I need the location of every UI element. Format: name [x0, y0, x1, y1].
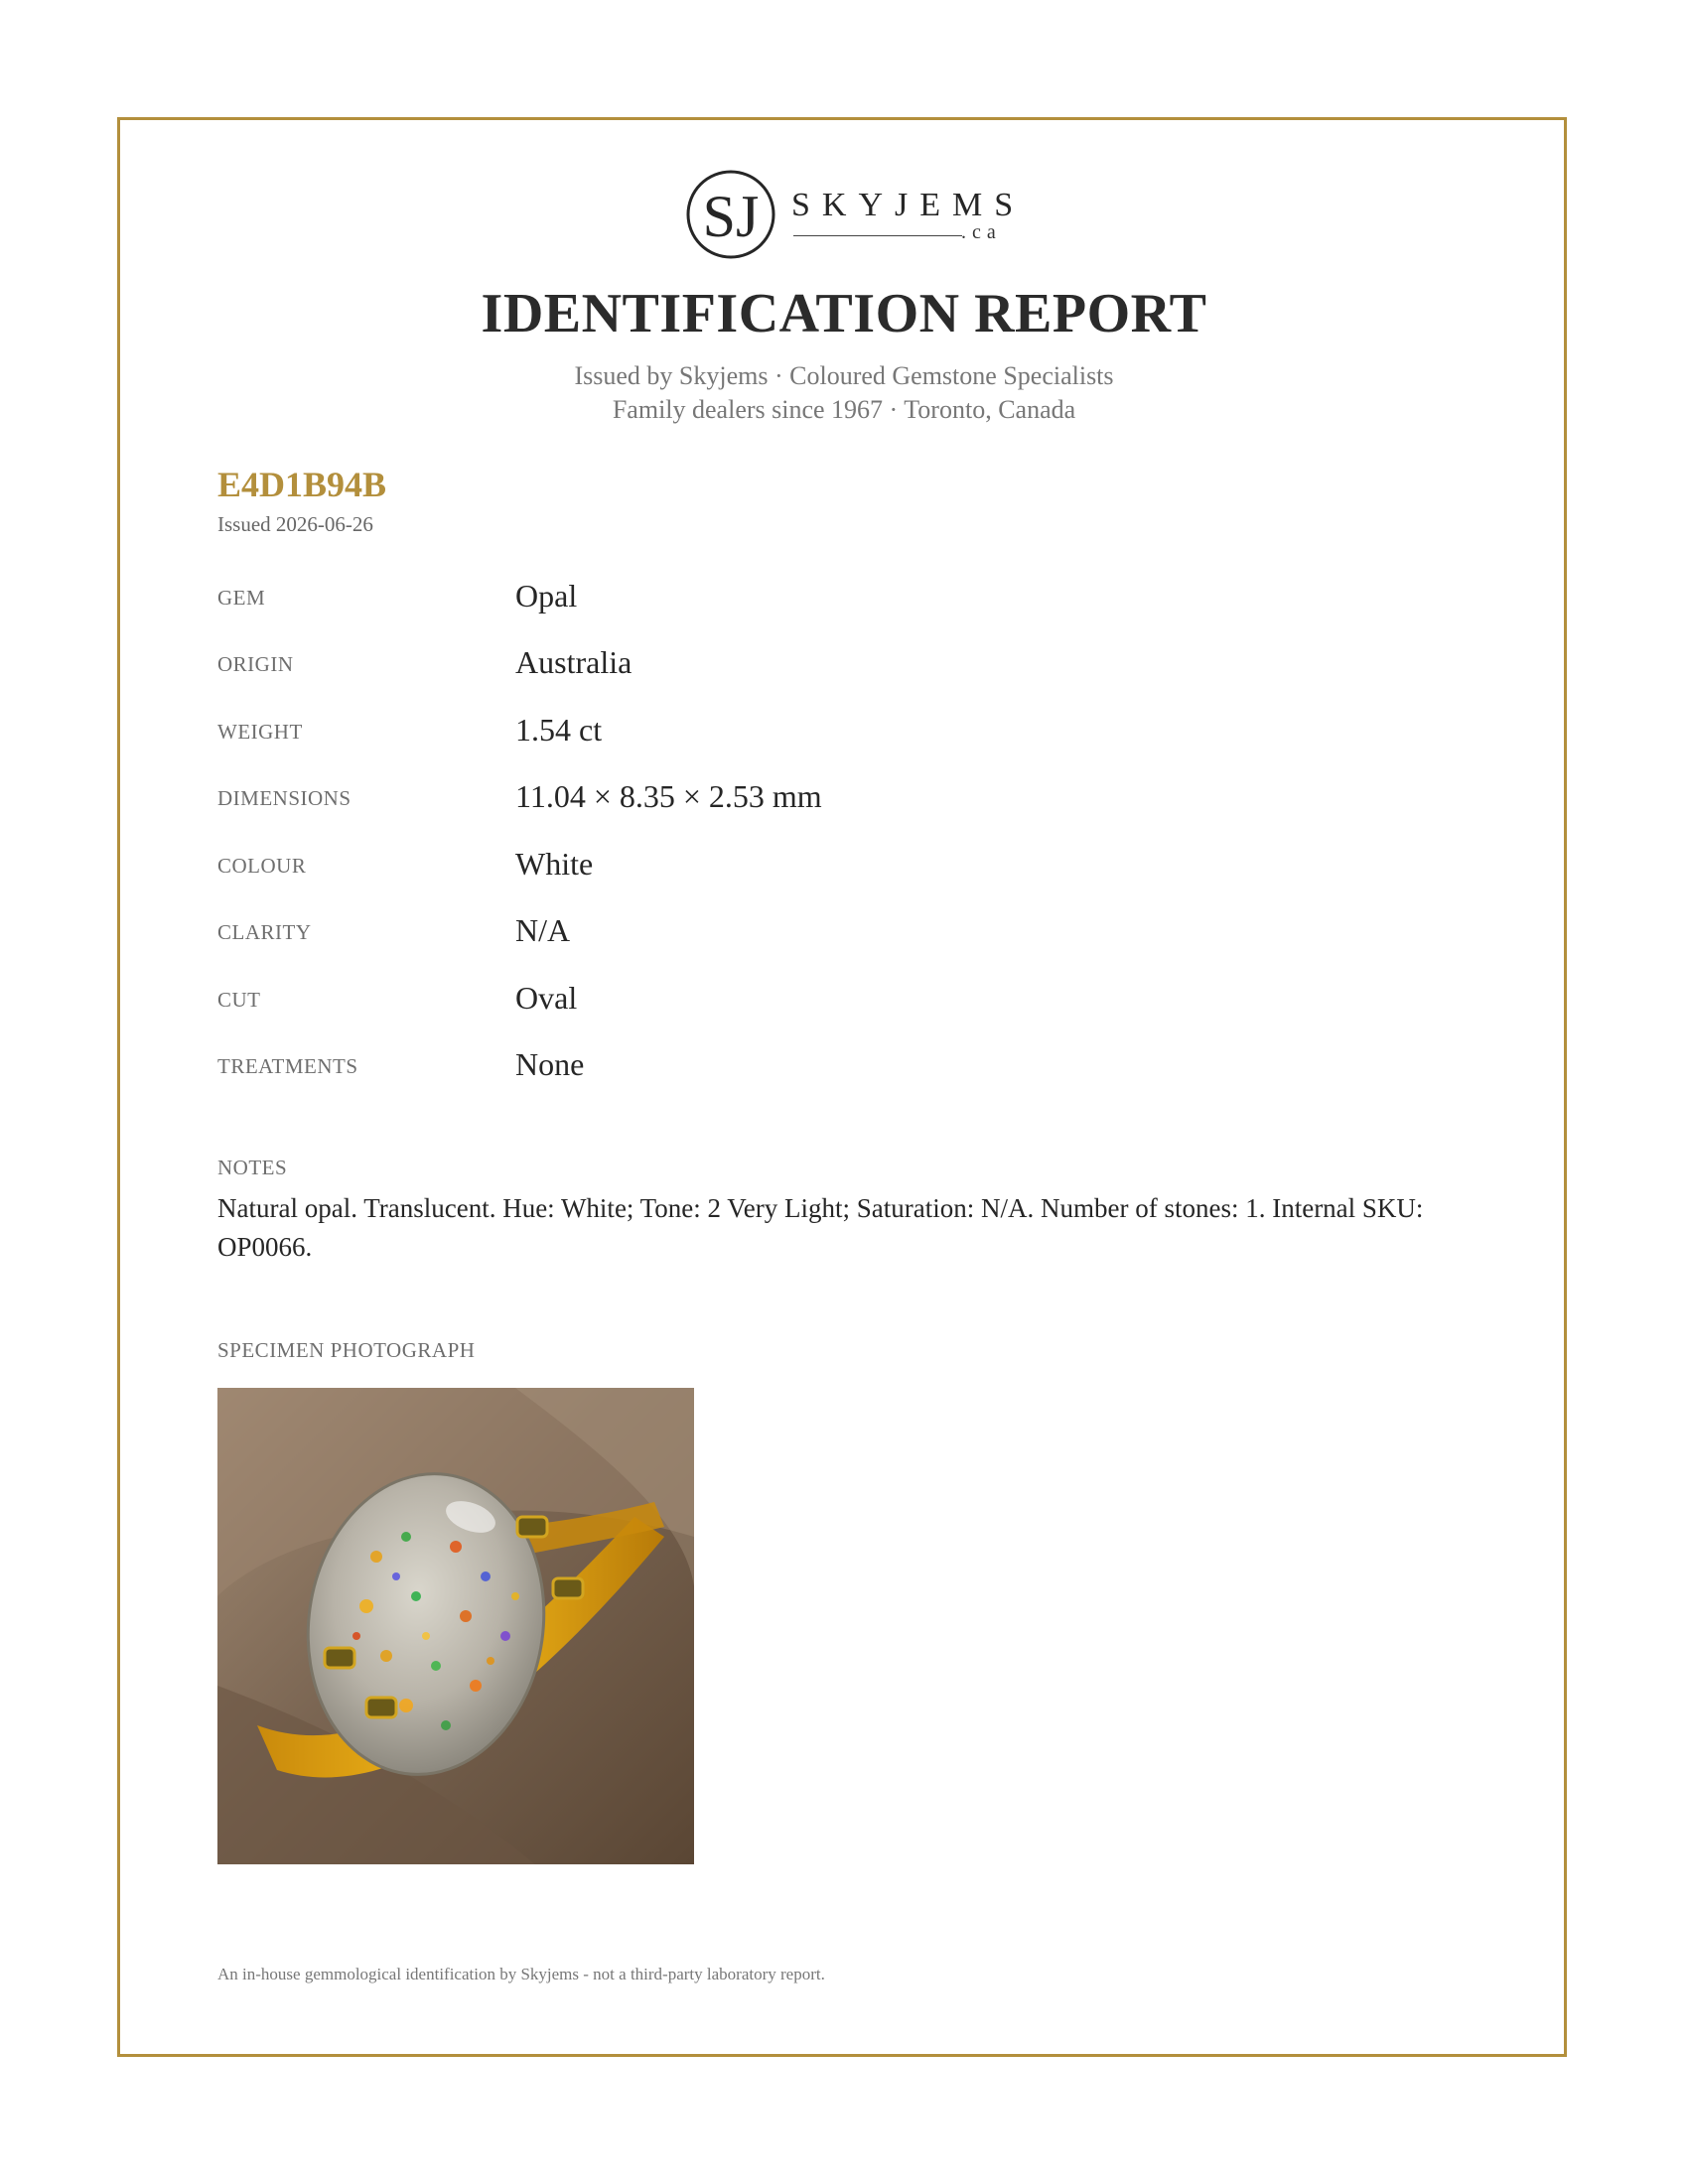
field-label-treatments: TREATMENTS: [217, 1054, 358, 1078]
svg-text:SJ: SJ: [702, 184, 760, 249]
field-value-clarity: N/A: [515, 912, 571, 948]
report-id: E4D1B94B: [217, 465, 387, 504]
issuer-line: Issued by Skyjems · Coloured Gemstone Specialists: [574, 361, 1114, 390]
field-label-gem: GEM: [217, 586, 266, 610]
field-value-dimensions: 11.04 × 8.35 × 2.53 mm: [515, 778, 822, 814]
field-value-origin: Australia: [515, 644, 633, 680]
field-value-colour: White: [515, 846, 594, 882]
field-label-cut: CUT: [217, 988, 261, 1012]
issue-date: Issued 2026-06-26: [217, 512, 373, 536]
specimen-photo: [217, 1388, 694, 1864]
field-value-cut: Oval: [515, 980, 578, 1016]
field-label-dimensions: DIMENSIONS: [217, 786, 352, 810]
brand-name: SKYJEMS: [791, 187, 1026, 223]
field-label-weight: WEIGHT: [217, 720, 303, 744]
brand-rule: [793, 235, 962, 236]
field-value-gem: Opal: [515, 578, 578, 614]
photo-label: SPECIMEN PHOTOGRAPH: [217, 1338, 476, 1362]
notes-text: Natural opal. Translucent. Hue: White; Tone: 2 Very Light; Saturation: N/A. Number of stones: 1. Internal SKU: OP0066.: [217, 1193, 1424, 1262]
report-title: IDENTIFICATION REPORT: [481, 283, 1207, 344]
disclaimer: An in-house gemmological identification by Skyjems - not a third-party laboratory report.: [217, 1965, 825, 1983]
heritage-line: Family dealers since 1967 · Toronto, Canada: [612, 395, 1076, 424]
field-value-weight: 1.54 ct: [515, 712, 603, 748]
field-label-origin: ORIGIN: [217, 652, 294, 676]
field-label-colour: COLOUR: [217, 854, 307, 878]
brand-domain: .ca: [961, 221, 1002, 243]
notes-label: NOTES: [217, 1156, 288, 1179]
field-label-clarity: CLARITY: [217, 920, 312, 944]
field-value-treatments: None: [515, 1046, 585, 1082]
